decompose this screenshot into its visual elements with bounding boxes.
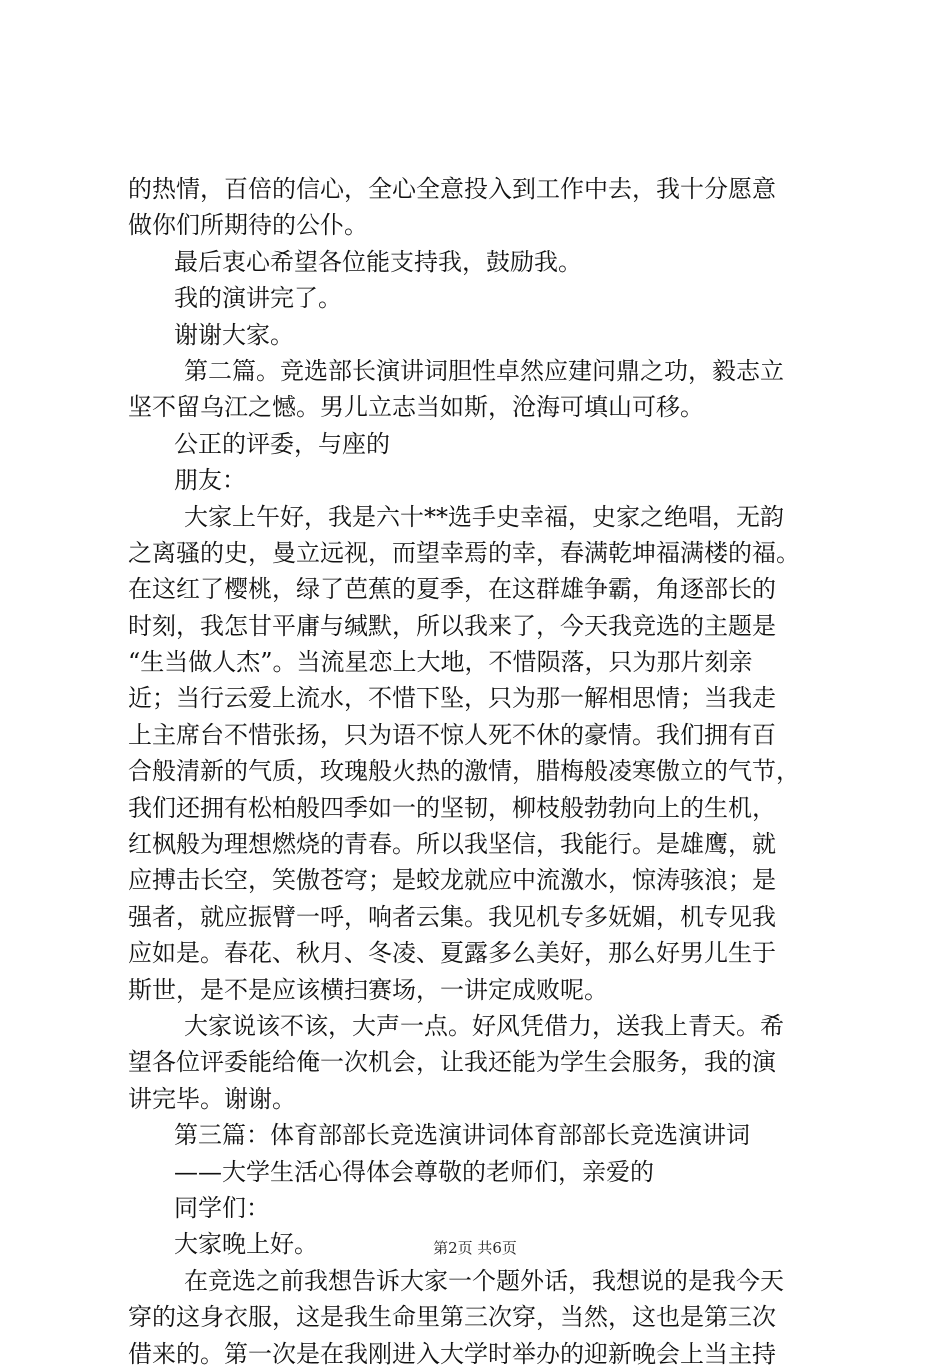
text-line: 朋友： [174,466,246,495]
text-line: 借来的。第一次是在我刚进入大学时举办的迎新晚会上当主持 [128,1339,776,1368]
document-body [128,171,838,1372]
text-line: 最后衷心希望各位能支持我，鼓励我。 [174,247,582,276]
text-line: 应搏击长空，笑傲苍穹；是蛟龙就应中流激水，惊涛骇浪；是 [128,866,776,895]
text-line: 谢谢大家。 [174,320,294,349]
text-line: 在这红了樱桃，绿了芭蕉的夏季，在这群雄争霸，角逐部长的 [128,575,776,604]
page-footer: 第2页 共6页 [433,1239,517,1257]
text-line: 大家晚上好。 [174,1230,318,1259]
text-line: 公正的评委，与座的 [174,429,390,458]
text-line: 我们还拥有松柏般四季如一的坚韧，柳枝般勃勃向上的生机， [128,793,776,822]
text-line: 的热情，百倍的信心，全心全意投入到工作中去，我十分愿意 [128,175,776,203]
text-line: 合般清新的气质，玫瑰般火热的激情，腊梅般凌寒傲立的气节， [128,757,800,786]
text-line: 我的演讲完了。 [174,284,342,313]
text-line: 第二篇。竞选部长演讲词胆性卓然应建问鼎之功，毅志立 [184,356,784,385]
text-line: ——大学生活心得体会尊敬的老师们，亲爱的 [174,1157,654,1186]
text-line: 讲完毕。谢谢。 [128,1084,296,1113]
text-line: 大家上午好，我是六十**选手史幸福，史家之绝唱，无韵 [184,502,784,531]
text-line: 大家说该不该，大声一点。好风凭借力，送我上青天。希 [184,1011,784,1040]
text-line: 望各位评委能给俺一次机会，让我还能为学生会服务，我的演 [128,1048,776,1077]
text-line: 之离骚的史，曼立远视，而望幸焉的幸，春满乾坤福满楼的福。 [128,538,800,567]
text-line: 强者，就应振臂一呼，响者云集。我见机专多妩媚，机专见我 [128,902,776,931]
text-line: 斯世，是不是应该横扫赛场，一讲定成败呢。 [128,975,608,1004]
text-line: 在竞选之前我想告诉大家一个题外话，我想说的是我今天 [184,1266,784,1295]
text-line: 红枫般为理想燃烧的青春。所以我坚信，我能行。是雄鹰，就 [128,830,776,859]
text-line: 应如是。春花、秋月、冬凌、夏露多么美好，那么好男儿生于 [128,939,776,968]
text-line: 坚不留乌江之憾。男儿立志当如斯，沧海可填山可移。 [128,393,704,422]
text-line: 时刻，我怎甘平庸与缄默，所以我来了，今天我竞选的主题是 [128,611,776,640]
text-line: 同学们： [174,1193,270,1222]
text-line: 上主席台不惜张扬，只为语不惊人死不休的豪情。我们拥有百 [128,720,776,749]
text-line: 穿的这身衣服，这是我生命里第三次穿，当然，这也是第三次 [128,1303,776,1332]
text-line: 第三篇：体育部部长竞选演讲词体育部部长竞选演讲词 [174,1121,750,1150]
text-line: “生当做人杰”。当流星恋上大地，不惜陨落，只为那片刻亲 [128,648,753,677]
text-line: 做你们所期待的公仆。 [128,211,368,240]
text-line: 近；当行云爱上流水，不惜下坠，只为那一解相思情；当我走 [128,684,776,713]
